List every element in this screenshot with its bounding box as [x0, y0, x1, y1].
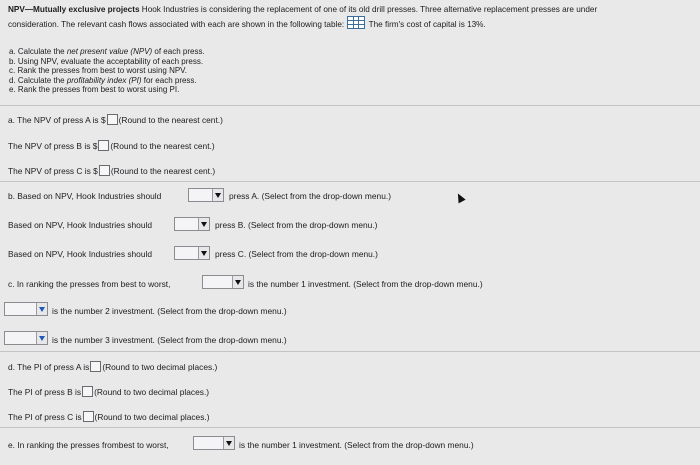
task-a: a. Calculate the net present value (NPV) of each press.	[9, 47, 205, 56]
question-intro: Hook Industries is considering the replacement of one of its old drill presses. Three alternative replacement presses are under	[139, 5, 598, 14]
npv-c-label: The NPV of press C is $	[8, 166, 98, 176]
pi-c-row	[8, 411, 210, 422]
section-divider	[0, 427, 700, 428]
chevron-down-icon	[232, 276, 243, 288]
rank-pi-1-dropdown[interactable]	[193, 436, 235, 450]
task-c: c. Rank the presses from best to worst using NPV.	[9, 66, 188, 76]
task-list	[9, 47, 205, 95]
question-header	[8, 4, 692, 31]
question-title: NPV—Mutually exclusive projects	[8, 5, 140, 14]
header-line-1	[8, 4, 692, 16]
rank-pi-1-label: e. In ranking the presses frombest to worst,	[8, 440, 169, 450]
rank-npv-1-suffix: is the number 1 investment. (Select from the drop-down menu.)	[248, 279, 483, 289]
accept-a-dropdown[interactable]	[188, 188, 224, 202]
chevron-down-icon	[212, 189, 223, 201]
npv-b-label: The NPV of press B is $	[8, 141, 98, 151]
pi-b-label: The PI of press B is	[8, 387, 82, 397]
pi-b-input[interactable]	[82, 386, 93, 397]
rank-npv-3-dropdown[interactable]	[4, 331, 48, 345]
accept-a-suffix: press A. (Select from the drop-down menu.)	[229, 191, 391, 201]
rank-npv-2-suffix: is the number 2 investment. (Select from the drop-down menu.)	[52, 306, 287, 316]
rank-pi-1-suffix: is the number 1 investment. (Select from the drop-down menu.)	[239, 440, 474, 450]
cost-of-capital: The firm's cost of capital is 13%.	[366, 20, 486, 29]
pi-b-row	[8, 386, 209, 397]
chevron-down-icon	[223, 437, 234, 449]
chevron-down-icon	[36, 332, 47, 344]
accept-c-label: Based on NPV, Hook Industries should	[8, 249, 153, 259]
task-d: d. Calculate the profitability index (PI) for each press.	[9, 75, 197, 85]
data-table-icon[interactable]	[347, 16, 365, 29]
rank-npv-2-dropdown[interactable]	[4, 302, 48, 316]
pi-a-input[interactable]	[90, 361, 101, 372]
chevron-down-icon	[198, 218, 209, 230]
npv-a-row	[8, 114, 223, 125]
pi-a-row	[8, 361, 217, 372]
pi-c-label: The PI of press C is	[8, 412, 82, 422]
rank-npv-1-label: c. In ranking the presses from best to worst,	[8, 279, 171, 289]
npv-c-input[interactable]	[99, 165, 110, 176]
accept-c-suffix: press C. (Select from the drop-down menu.)	[215, 249, 378, 259]
accept-b-suffix: press B. (Select from the drop-down menu.)	[215, 220, 378, 230]
pi-a-hint: (Round to two decimal places.)	[102, 362, 218, 372]
header-line-2	[8, 16, 692, 31]
npv-a-input[interactable]	[107, 114, 118, 125]
accept-b-dropdown[interactable]	[174, 217, 210, 231]
pi-c-hint: (Round to two decimal places.)	[94, 412, 210, 422]
npv-b-row	[8, 140, 215, 151]
npv-b-input[interactable]	[98, 140, 109, 151]
pi-c-input[interactable]	[83, 411, 94, 422]
question-intro-2: consideration. The relevant cash flows associated with each are shown in the following table:	[8, 20, 345, 29]
rank-npv-3-suffix: is the number 3 investment. (Select from the drop-down menu.)	[52, 335, 287, 345]
accept-b-label: Based on NPV, Hook Industries should	[8, 220, 153, 230]
accept-c-dropdown[interactable]	[174, 246, 210, 260]
mouse-cursor-icon	[454, 192, 465, 204]
rank-npv-1-dropdown[interactable]	[202, 275, 244, 289]
npv-b-hint: (Round to the nearest cent.)	[110, 141, 215, 151]
npv-a-hint: (Round to the nearest cent.)	[118, 115, 223, 125]
chevron-down-icon	[198, 247, 209, 259]
section-divider	[0, 181, 700, 182]
section-divider	[0, 351, 700, 352]
task-e: e. Rank the presses from best to worst using PI.	[9, 85, 180, 95]
npv-c-hint: (Round to the nearest cent.)	[110, 166, 216, 176]
accept-a-label: b. Based on NPV, Hook Industries should	[8, 191, 162, 201]
pi-b-hint: (Round to two decimal places.)	[94, 387, 210, 397]
npv-a-label: a. The NPV of press A is $	[8, 115, 106, 125]
task-b: b. Using NPV, evaluate the acceptability of each press.	[9, 56, 204, 66]
npv-c-row	[8, 165, 215, 176]
section-divider	[0, 105, 700, 106]
chevron-down-icon	[36, 303, 47, 315]
pi-a-label: d. The PI of press A is	[8, 362, 90, 372]
